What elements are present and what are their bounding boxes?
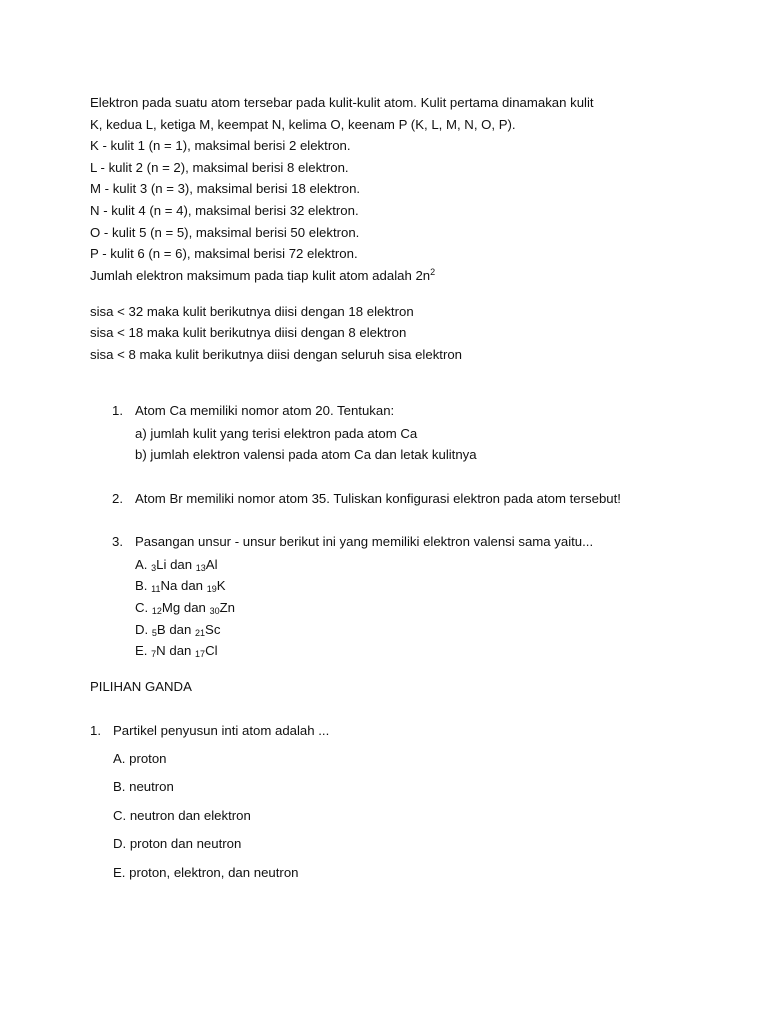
- question-number: 2.: [112, 491, 123, 506]
- atomic-number: 30: [209, 606, 220, 616]
- mc-option: D. proton dan neutron: [113, 836, 242, 851]
- atomic-number: 3: [151, 563, 157, 573]
- atomic-number: 21: [195, 628, 206, 638]
- max-rule-text: Jumlah elektron maksimum pada tiap kulit atom adalah 2n: [90, 268, 431, 283]
- element-symbol: Al: [205, 557, 218, 572]
- shell-m-line: M - kulit 3 (n = 3), maksimal berisi 18 elektron.: [90, 181, 361, 196]
- section-heading: PILIHAN GANDA: [90, 679, 192, 694]
- max-rule-superscript: 2: [430, 267, 436, 277]
- atomic-number: 11: [151, 584, 161, 594]
- atomic-number: 12: [151, 606, 162, 616]
- element-symbol: Sc: [205, 622, 221, 637]
- element-pair-option: [135, 599, 235, 617]
- shell-k-line: K - kulit 1 (n = 1), maksimal berisi 2 elektron.: [90, 138, 351, 153]
- question-number: 1.: [112, 403, 123, 418]
- mc-option: A. proton: [113, 751, 167, 766]
- atomic-number: 7: [151, 649, 157, 659]
- intro-line: K, kedua L, ketiga M, keempat N, kelima O, keenam P (K, L, M, N, O, P).: [90, 117, 516, 132]
- option-separator: dan: [169, 643, 192, 658]
- question-text: Atom Br memiliki nomor atom 35. Tuliskan konfigurasi elektron pada atom tersebut!: [135, 491, 621, 506]
- element-symbol: Zn: [219, 600, 235, 615]
- shell-n-line: N - kulit 4 (n = 4), maksimal berisi 32 elektron.: [90, 203, 359, 218]
- option-label: A.: [135, 557, 148, 572]
- option-separator: dan: [183, 600, 206, 615]
- element-symbol: N: [156, 643, 166, 658]
- mc-option: E. proton, elektron, dan neutron: [113, 865, 299, 880]
- question-text: Atom Ca memiliki nomor atom 20. Tentukan:: [135, 403, 395, 418]
- question-part: a) jumlah kulit yang terisi elektron pada atom Ca: [135, 426, 418, 441]
- element-symbol: B: [156, 622, 166, 637]
- element-pair-option: [135, 556, 218, 574]
- atomic-number: 19: [206, 584, 217, 594]
- atomic-number: 5: [151, 628, 157, 638]
- rule-line: sisa < 18 maka kulit berikutnya diisi dengan 8 elektron: [90, 325, 407, 340]
- option-label: D.: [135, 622, 149, 637]
- rule-line: sisa < 32 maka kulit berikutnya diisi dengan 18 elektron: [90, 304, 414, 319]
- question-number: 3.: [112, 534, 123, 549]
- option-label: B.: [135, 578, 148, 593]
- option-label: C.: [135, 600, 149, 615]
- atomic-number: 13: [195, 563, 206, 573]
- option-separator: dan: [181, 578, 204, 593]
- element-symbol: Mg: [161, 600, 181, 615]
- mc-option: B. neutron: [113, 779, 174, 794]
- shell-l-line: L - kulit 2 (n = 2), maksimal berisi 8 elektron.: [90, 160, 349, 175]
- question-text: Pasangan unsur - unsur berikut ini yang memiliki elektron valensi sama yaitu...: [135, 534, 594, 549]
- option-separator: dan: [170, 557, 193, 572]
- mc-question-number: 1.: [90, 723, 101, 738]
- element-symbol: Li: [156, 557, 167, 572]
- mc-question-text: Partikel penyusun inti atom adalah ...: [113, 723, 330, 738]
- shell-p-line: P - kulit 6 (n = 6), maksimal berisi 72 elektron.: [90, 246, 358, 261]
- element-symbol: Na: [160, 578, 178, 593]
- mc-option: C. neutron dan elektron: [113, 808, 251, 823]
- max-electron-rule: [90, 267, 435, 285]
- element-pair-option: [135, 642, 218, 660]
- rule-line: sisa < 8 maka kulit berikutnya diisi dengan seluruh sisa elektron: [90, 347, 463, 362]
- option-separator: dan: [169, 622, 192, 637]
- element-symbol: K: [216, 578, 226, 593]
- atomic-number: 17: [195, 649, 206, 659]
- element-pair-option: [135, 577, 226, 595]
- shell-o-line: O - kulit 5 (n = 5), maksimal berisi 50 elektron.: [90, 225, 360, 240]
- question-part: b) jumlah elektron valensi pada atom Ca dan letak kulitnya: [135, 447, 477, 462]
- intro-line: Elektron pada suatu atom tersebar pada kulit-kulit atom. Kulit pertama dinamakan kulit: [90, 95, 594, 110]
- element-symbol: Cl: [205, 643, 218, 658]
- option-label: E.: [135, 643, 148, 658]
- element-pair-option: [135, 621, 220, 639]
